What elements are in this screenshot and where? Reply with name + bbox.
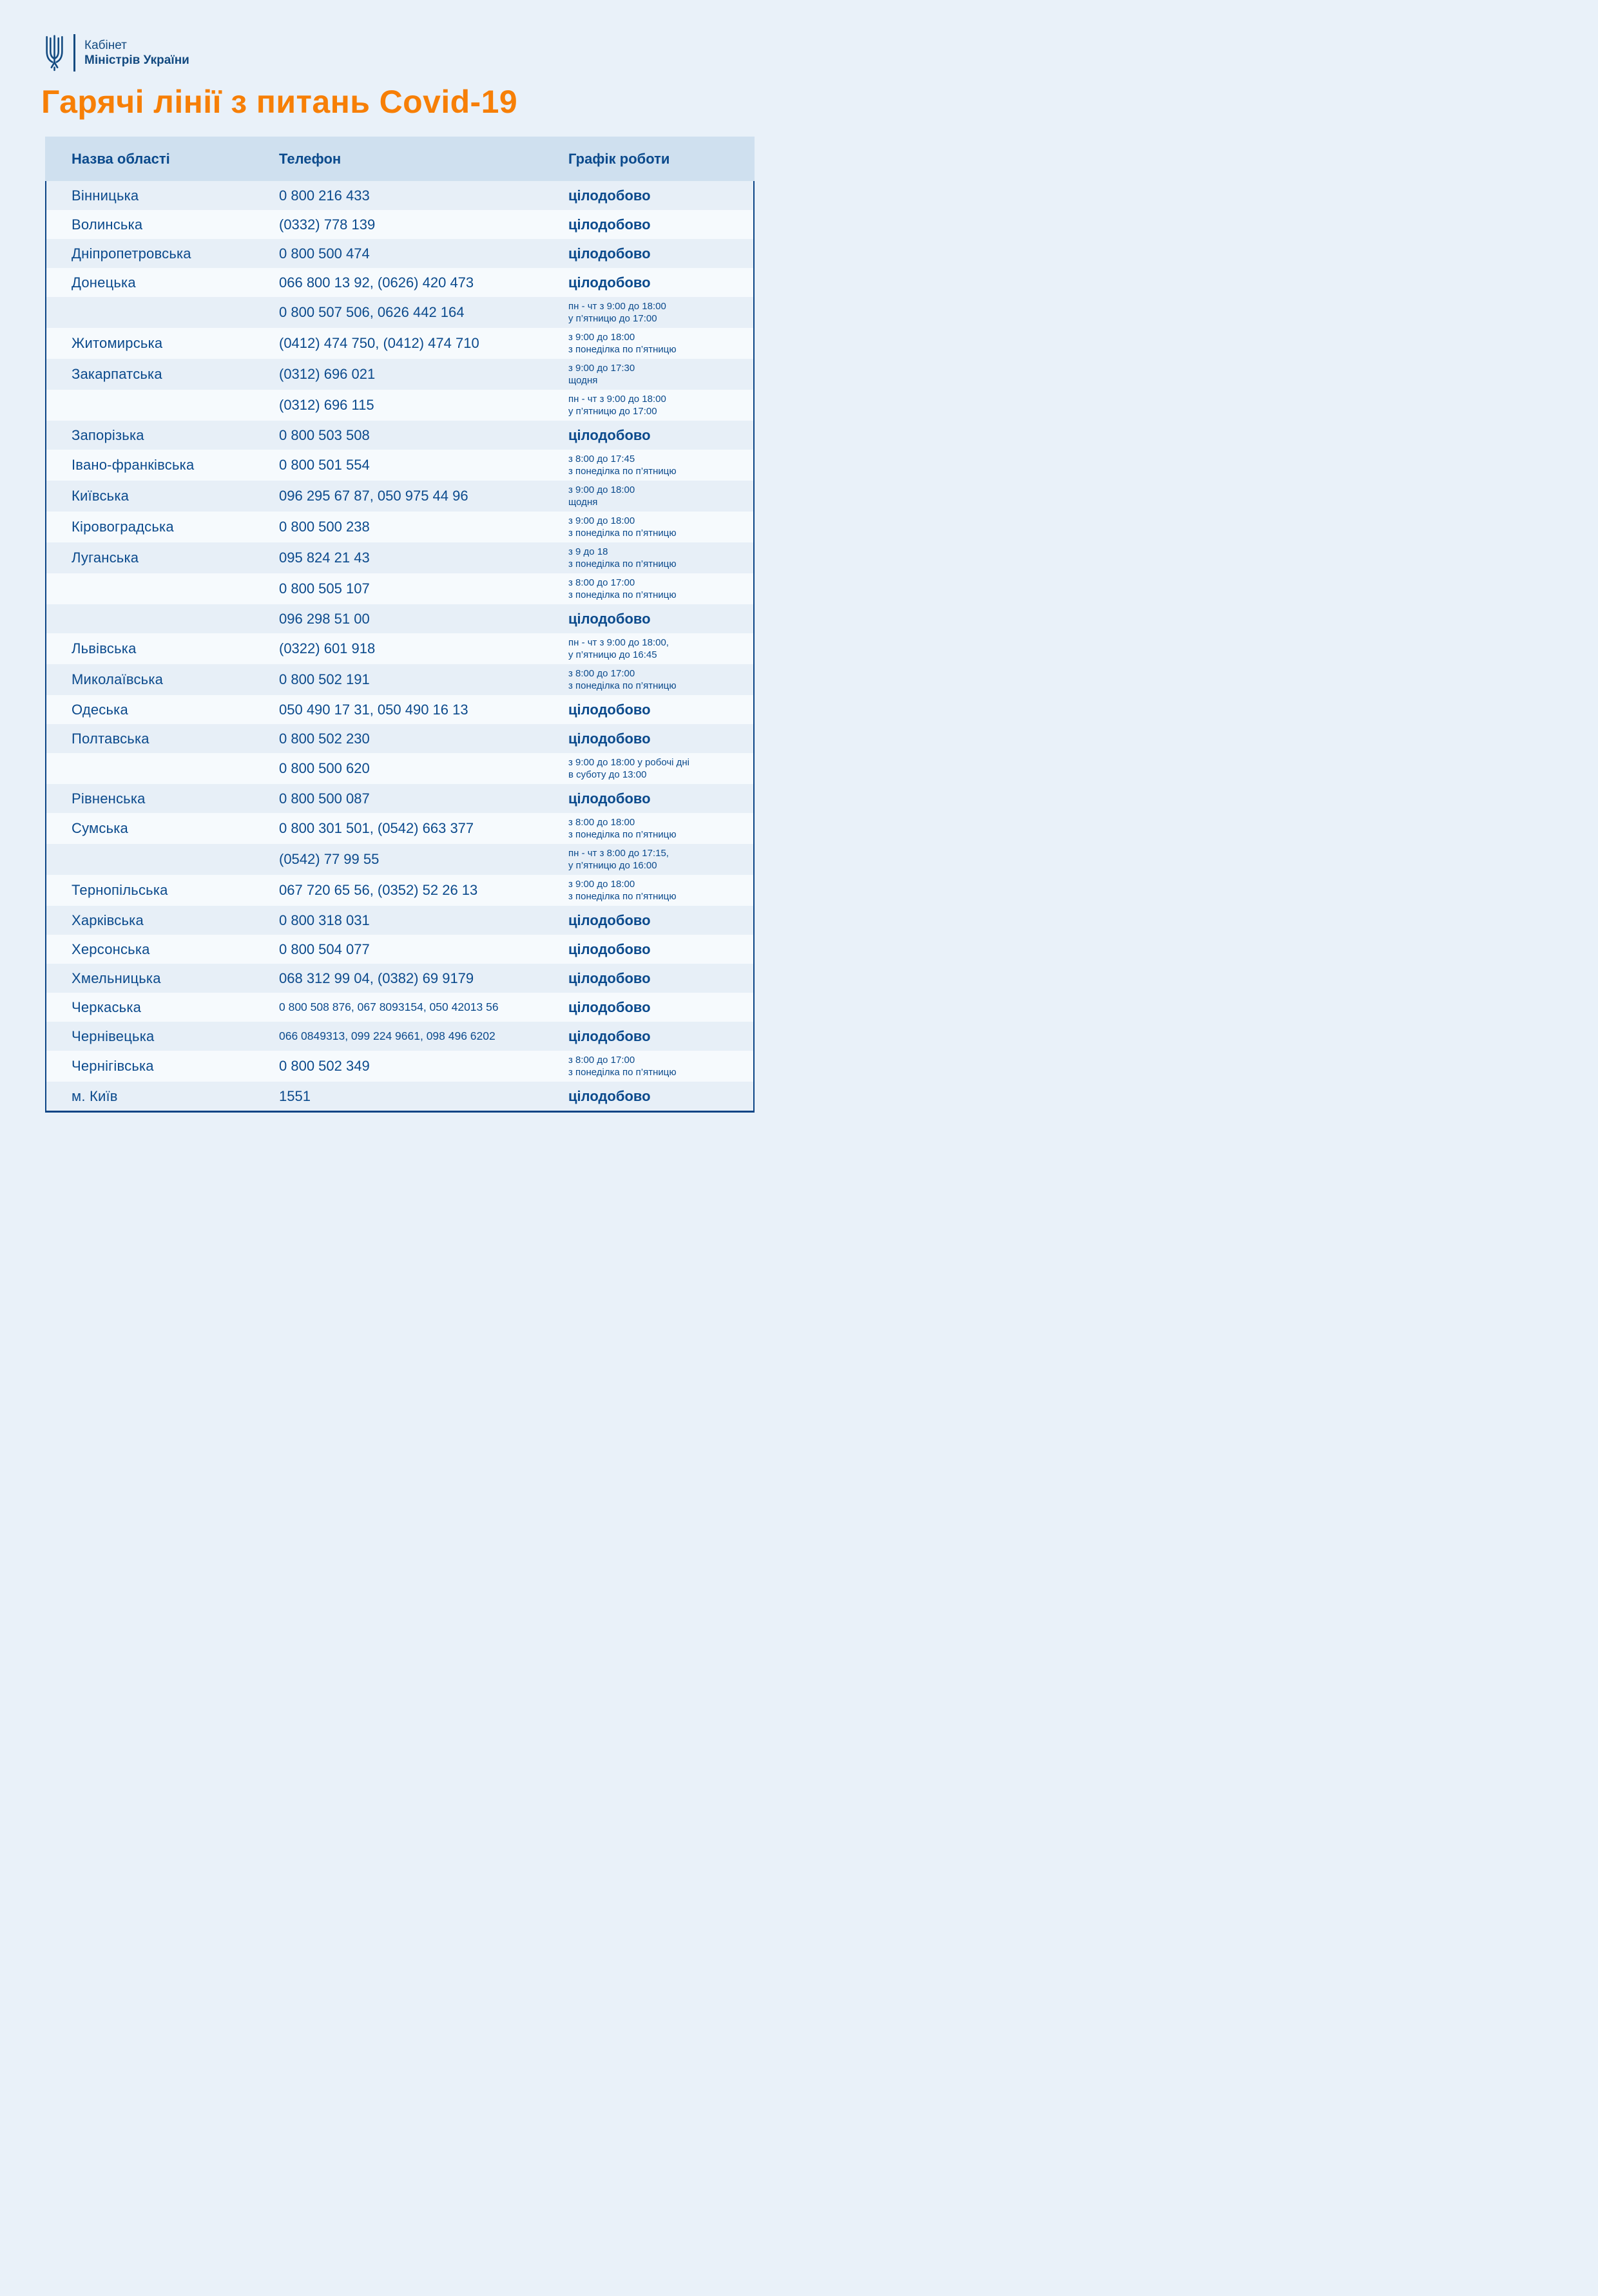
table-row xyxy=(46,512,753,542)
phone-number: 0 800 502 230 xyxy=(279,730,370,747)
phone-number: 0 800 507 506, 0626 442 164 xyxy=(279,304,465,320)
schedule-line: з понеділка по п’ятницю xyxy=(568,680,677,691)
schedule-line: з понеділка по п’ятницю xyxy=(568,1067,677,1078)
schedule-line: з 9:00 до 18:00 xyxy=(568,332,635,343)
table-row xyxy=(46,210,753,239)
region-name: Кіровоградська xyxy=(72,519,174,535)
table-row xyxy=(46,1051,753,1082)
region-name: Чернівецька xyxy=(72,1028,155,1044)
work-schedule xyxy=(568,636,753,661)
work-schedule: цілодобово xyxy=(568,970,651,986)
region-name: Хмельницька xyxy=(72,970,161,986)
phone-number: 096 295 67 87, 050 975 44 96 xyxy=(279,488,468,504)
phone-number: 096 298 51 00 xyxy=(279,610,370,627)
work-schedule xyxy=(568,546,753,570)
phone-number: 0 800 318 031 xyxy=(279,912,370,928)
schedule-line: з 9:00 до 18:00 xyxy=(568,484,635,495)
work-schedule: цілодобово xyxy=(568,1028,651,1044)
schedule-line: з понеділка по п’ятницю xyxy=(568,344,677,355)
phone-number: 0 800 503 508 xyxy=(279,426,370,443)
phone-number: (0322) 601 918 xyxy=(279,640,376,656)
work-schedule: цілодобово xyxy=(568,426,651,443)
work-schedule xyxy=(568,756,753,781)
work-schedule: цілодобово xyxy=(568,245,651,262)
schedule-line: з понеділка по п’ятницю xyxy=(568,829,677,840)
region-name: Сумська xyxy=(72,820,128,836)
work-schedule xyxy=(568,878,753,903)
work-schedule: цілодобово xyxy=(568,730,651,747)
work-schedule: цілодобово xyxy=(568,610,651,627)
schedule-line: з 9:00 до 18:00 у робочі дні xyxy=(568,757,690,768)
region-name: Харківська xyxy=(72,912,144,928)
region-name: Тернопільська xyxy=(72,882,168,898)
region-name: Івано-франківська xyxy=(72,457,195,473)
table-row xyxy=(46,390,753,421)
region-name: Полтавська xyxy=(72,730,149,747)
region-name: Донецька xyxy=(72,274,136,291)
region-name: Одеська xyxy=(72,701,128,718)
work-schedule xyxy=(568,362,753,387)
table-row xyxy=(46,875,753,906)
work-schedule xyxy=(568,453,753,477)
table-row xyxy=(46,481,753,512)
work-schedule: цілодобово xyxy=(568,701,651,718)
work-schedule xyxy=(568,816,753,841)
work-schedule: цілодобово xyxy=(568,216,651,233)
region-name: Херсонська xyxy=(72,941,150,957)
region-name: Закарпатська xyxy=(72,366,162,382)
phone-number: (0332) 778 139 xyxy=(279,216,376,233)
table-row xyxy=(46,328,753,359)
table-row xyxy=(46,297,753,328)
schedule-line: з понеділка по п’ятницю xyxy=(568,891,677,902)
phone-number: 0 800 504 077 xyxy=(279,941,370,957)
region-name: Чернігівська xyxy=(72,1058,154,1074)
table-header-row xyxy=(45,137,755,181)
phone-number: 0 800 505 107 xyxy=(279,580,370,597)
table-row xyxy=(46,964,753,993)
page-title: Гарячі лінії з питань Covid-19 xyxy=(41,84,518,120)
schedule-line: щодня xyxy=(568,375,598,386)
schedule-line: з понеділка по п’ятницю xyxy=(568,466,677,477)
work-schedule: цілодобово xyxy=(568,912,651,928)
schedule-line: з 8:00 до 17:00 xyxy=(568,577,635,588)
region-name: Волинська xyxy=(72,216,143,233)
schedule-line: з понеділка по п’ятницю xyxy=(568,559,677,569)
table-row xyxy=(46,753,753,784)
phone-number: (0542) 77 99 55 xyxy=(279,851,380,867)
schedule-line: з 9:00 до 18:00 xyxy=(568,515,635,526)
phone-number: (0312) 696 021 xyxy=(279,366,376,382)
phone-number: 0 800 501 554 xyxy=(279,457,370,473)
work-schedule xyxy=(568,484,753,508)
schedule-line: щодня xyxy=(568,497,598,508)
phone-number: (0412) 474 750, (0412) 474 710 xyxy=(279,335,479,351)
table-row xyxy=(46,573,753,604)
table-row xyxy=(46,1082,753,1111)
work-schedule xyxy=(568,515,753,539)
table-row xyxy=(46,844,753,875)
region-name: Дніпропетровська xyxy=(72,245,191,262)
work-schedule xyxy=(568,1054,753,1078)
work-schedule xyxy=(568,577,753,601)
column-header-phone: Телефон xyxy=(279,150,342,167)
region-name: Луганська xyxy=(72,550,139,566)
table-row xyxy=(46,181,753,210)
table-row xyxy=(46,695,753,724)
table-row xyxy=(46,1022,753,1051)
logo-text xyxy=(84,38,189,68)
table-row xyxy=(46,633,753,664)
table-row xyxy=(46,935,753,964)
region-name: м. Київ xyxy=(72,1087,118,1104)
schedule-line: в суботу до 13:00 xyxy=(568,769,647,780)
table-row xyxy=(46,421,753,450)
schedule-line: пн - чт з 9:00 до 18:00 xyxy=(568,301,666,312)
table-row xyxy=(46,268,753,297)
work-schedule xyxy=(568,667,753,692)
work-schedule xyxy=(568,393,753,417)
phone-number: 095 824 21 43 xyxy=(279,550,370,566)
table-row xyxy=(46,906,753,935)
table-body xyxy=(45,181,755,1113)
phone-number: 0 800 502 349 xyxy=(279,1058,370,1074)
phone-number: 0 800 500 620 xyxy=(279,760,370,776)
schedule-line: з 9:00 до 18:00 xyxy=(568,879,635,890)
region-name: Миколаївська xyxy=(72,671,164,687)
table-row xyxy=(46,813,753,844)
work-schedule: цілодобово xyxy=(568,999,651,1015)
phone-number: 1551 xyxy=(279,1087,311,1104)
work-schedule xyxy=(568,331,753,356)
region-name: Запорізька xyxy=(72,426,144,443)
work-schedule: цілодобово xyxy=(568,187,651,204)
phone-number: 0 800 502 191 xyxy=(279,671,370,687)
hotlines-table xyxy=(45,137,755,1113)
phone-number: 0 800 508 876, 067 8093154, 050 42013 56 xyxy=(279,1000,499,1013)
region-name: Вінницька xyxy=(72,187,139,204)
phone-number: 0 800 216 433 xyxy=(279,187,370,204)
logo-line2: Міністрів України xyxy=(84,53,189,67)
phone-number: 068 312 99 04, (0382) 69 9179 xyxy=(279,970,474,986)
logo-divider xyxy=(73,34,75,72)
table-row xyxy=(46,784,753,813)
schedule-line: з 8:00 до 18:00 xyxy=(568,817,635,828)
schedule-line: пн - чт з 9:00 до 18:00, xyxy=(568,637,669,648)
phone-number: 066 800 13 92, (0626) 420 473 xyxy=(279,274,474,291)
table-row xyxy=(46,542,753,573)
government-logo xyxy=(44,33,799,72)
work-schedule xyxy=(568,847,753,872)
schedule-line: з 8:00 до 17:45 xyxy=(568,454,635,464)
phone-number: (0312) 696 115 xyxy=(279,397,374,413)
schedule-line: з 9:00 до 17:30 xyxy=(568,363,635,374)
work-schedule: цілодобово xyxy=(568,941,651,957)
schedule-line: з понеділка по п’ятницю xyxy=(568,589,677,600)
schedule-line: у п’ятницю до 17:00 xyxy=(568,406,657,417)
table-row xyxy=(46,664,753,695)
region-name: Черкаська xyxy=(72,999,142,1015)
schedule-line: у п’ятницю до 16:45 xyxy=(568,649,657,660)
work-schedule: цілодобово xyxy=(568,790,651,807)
phone-number: 050 490 17 31, 050 490 16 13 xyxy=(279,701,468,718)
phone-number: 066 0849313, 099 224 9661, 098 496 6202 xyxy=(279,1029,496,1042)
phone-number: 0 800 500 087 xyxy=(279,790,370,807)
schedule-line: з 9 до 18 xyxy=(568,546,608,557)
trident-icon xyxy=(44,33,65,72)
work-schedule: цілодобово xyxy=(568,274,651,291)
table-row xyxy=(46,239,753,268)
work-schedule: цілодобово xyxy=(568,1087,651,1104)
table-row xyxy=(46,604,753,633)
region-name: Львівська xyxy=(72,640,137,656)
column-header-schedule: Графік роботи xyxy=(568,150,670,167)
phone-number: 0 800 301 501, (0542) 663 377 xyxy=(279,820,474,836)
schedule-line: у п’ятницю до 17:00 xyxy=(568,313,657,324)
work-schedule xyxy=(568,300,753,325)
schedule-line: у п’ятницю до 16:00 xyxy=(568,860,657,871)
region-name: Рівненська xyxy=(72,790,146,807)
phone-number: 0 800 500 238 xyxy=(279,519,370,535)
table-row xyxy=(46,993,753,1022)
schedule-line: пн - чт з 9:00 до 18:00 xyxy=(568,394,666,405)
table-row xyxy=(46,450,753,481)
region-name: Житомирська xyxy=(72,335,163,351)
schedule-line: з понеділка по п’ятницю xyxy=(568,528,677,539)
schedule-line: з 8:00 до 17:00 xyxy=(568,668,635,679)
phone-number: 067 720 65 56, (0352) 52 26 13 xyxy=(279,882,478,898)
table-row xyxy=(46,724,753,753)
schedule-line: з 8:00 до 17:00 xyxy=(568,1055,635,1066)
table-row xyxy=(46,359,753,390)
region-name: Київська xyxy=(72,488,130,504)
schedule-line: пн - чт з 8:00 до 17:15, xyxy=(568,848,669,859)
logo-line1: Кабінет xyxy=(84,39,127,52)
phone-number: 0 800 500 474 xyxy=(279,245,370,262)
column-header-region: Назва області xyxy=(72,150,170,167)
